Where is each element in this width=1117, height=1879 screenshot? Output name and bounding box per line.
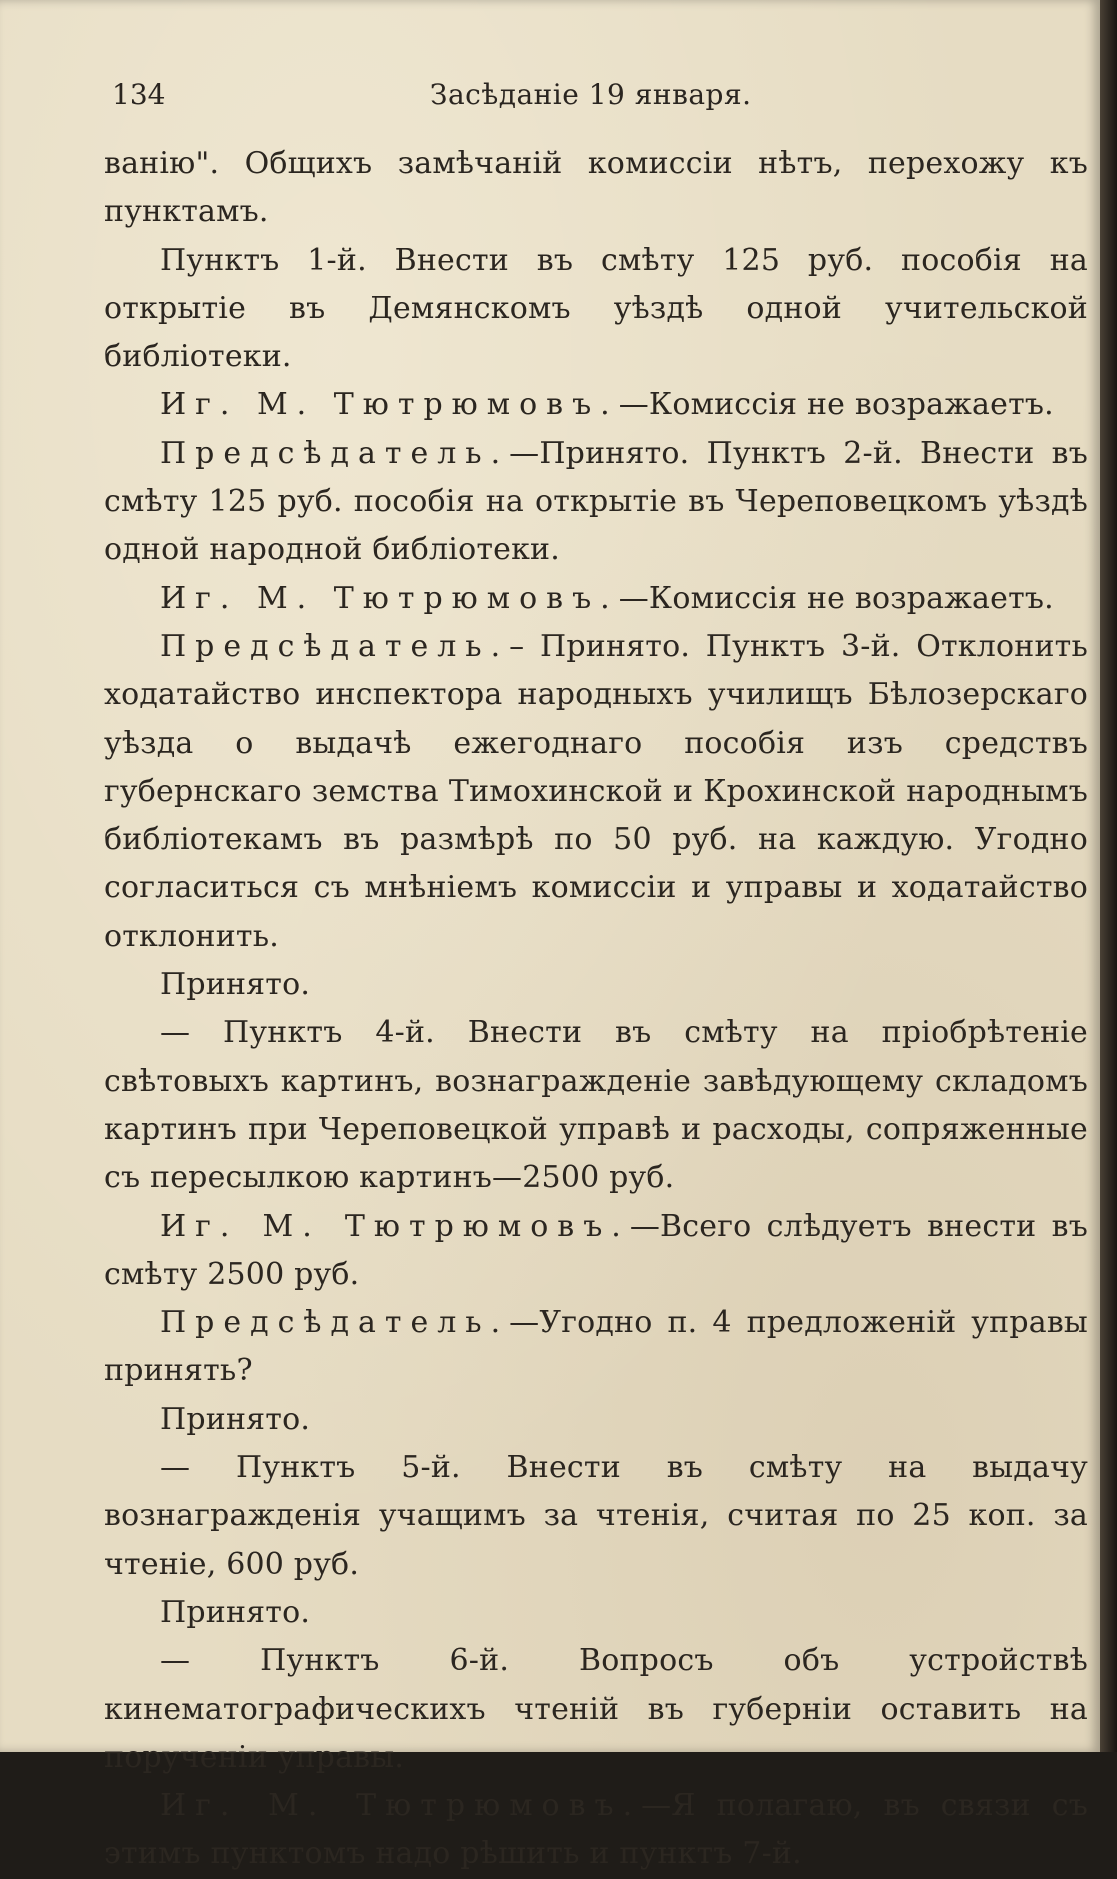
paragraph-text: Принято. (160, 1594, 311, 1630)
paragraph (104, 961, 1088, 1009)
speaker-name: Предсѣдатель. (160, 435, 510, 471)
speaker-name: Иг. М. Тютрюмовъ. (160, 1208, 630, 1244)
speaker-name: Иг. М. Тютрюмовъ. (160, 580, 619, 616)
paragraph-text: —Комиссія не возражаетъ. (618, 580, 1054, 616)
paragraph-text: — Пунктъ 6-й. Вопросъ объ устройствѣ кинематографическихъ чтеній въ губерніи оставить на порученіи управы. (104, 1643, 1088, 1775)
body-text (104, 140, 1088, 1879)
paragraph (104, 575, 1088, 623)
paragraph-text: Пунктъ 1-й. Внести въ смѣту 125 руб. пособія на открытіе въ Демянскомъ уѣздѣ одной учительской библіотеки. (104, 242, 1088, 375)
paragraph (104, 381, 1088, 429)
paragraph-text: ванію". Общихъ замѣчаній комиссіи нѣтъ, перехожу къ пунктамъ. (104, 146, 1088, 230)
paragraph-text: —Я полагаю, въ связи съ этимъ пунктомъ надо рѣшить и пунктъ 7-й. (104, 1788, 1088, 1872)
speaker-name: Иг. М. Тютрюмовъ. (160, 1788, 642, 1824)
page-number: 134 (112, 78, 166, 111)
paragraph-text: — Пунктъ 5-й. Внести въ смѣту на выдачу вознагражденія учащимъ за чтенія, считая по 25 коп. за чтеніе, 600 руб. (104, 1450, 1088, 1582)
paragraph-text: —Всего слѣдуетъ внести въ смѣту 2500 руб. (104, 1208, 1088, 1292)
paragraph-text: Принято. (160, 967, 311, 1003)
paragraph (104, 1396, 1088, 1444)
paragraph (104, 430, 1088, 575)
paragraph (104, 1589, 1088, 1637)
book-spine-shadow (1100, 0, 1117, 1752)
paragraph-text: Принято. (160, 1401, 311, 1437)
paragraph (104, 1299, 1088, 1396)
running-head: Засѣданіе 19 января. (430, 78, 752, 111)
paragraph (104, 1009, 1088, 1202)
paragraph-text: —Комиссія не возражаетъ. (618, 387, 1054, 423)
page-header (112, 78, 1092, 128)
speaker-name: Иг. М. Тютрюмовъ. (160, 387, 619, 423)
speaker-name: Предсѣдатель. (160, 628, 510, 664)
paragraph (104, 1444, 1088, 1589)
paragraph (104, 237, 1088, 382)
paragraph-text: – Принято. Пунктъ 3-й. Отклонить ходатайство инспектора народныхъ училищъ Бѣлозерскаго уѣзда о выдачѣ ежегоднаго пособія изъ средствъ губернскаго земства Тимохинской и Крохинской народнымъ библіотекамъ въ размѣрѣ по 50 руб. на каждую. Угодно согласиться съ мнѣніемъ комиссіи и управы и ходатайство отклонить. (104, 628, 1088, 954)
paragraph-text: — Пунктъ 4-й. Внести въ смѣту на пріобрѣтеніе свѣтовыхъ картинъ, вознагражденіе завѣдующему складомъ картинъ при Череповецкой управѣ и расходы, сопряженные съ пересылкою картинъ—2500 руб. (104, 1015, 1088, 1196)
paragraph-text: —Принято. Пунктъ 2-й. Внести въ смѣту 125 руб. пособія на открытіе въ Череповецкомъ уѣздѣ одной народной библіотеки. (104, 435, 1088, 568)
paragraph (104, 1782, 1088, 1879)
paragraph (104, 140, 1088, 237)
paragraph-text: —Угодно п. 4 предложеній управы принять? (104, 1305, 1088, 1389)
paragraph (104, 623, 1088, 961)
paragraph (104, 1203, 1088, 1300)
speaker-name: Предсѣдатель. (160, 1305, 510, 1341)
paragraph (104, 1637, 1088, 1782)
